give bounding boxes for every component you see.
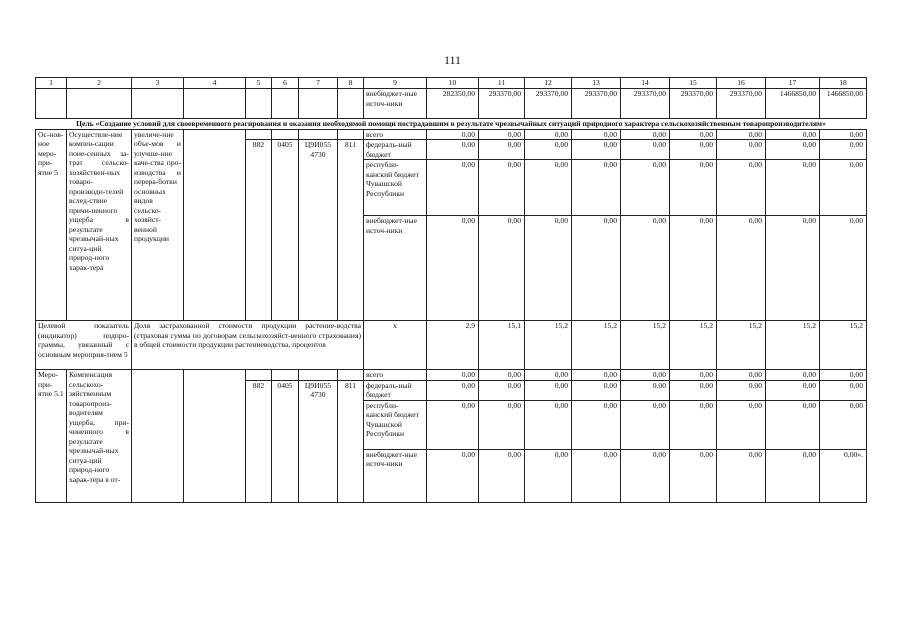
value-cell: 15,1 [479, 321, 525, 370]
value-cell: 0,00 [766, 160, 820, 216]
value-cell: 0,00 [427, 400, 479, 449]
indicator-text: Доля застрахованной стоимости продукции растение-водства (страховая сумма по договорам сельскохозяйст-венного страхования) в общей стоимости продукции растениеводства, процентов [132, 321, 364, 370]
value-cell: 0,00 [621, 140, 670, 160]
value-cell: 15,2 [717, 321, 766, 370]
value-cell: 0,00 [820, 380, 867, 400]
value-cell: 0,00 [717, 129, 766, 140]
vr-code: 811 [338, 140, 364, 321]
column-number: 10 [427, 78, 479, 89]
source-cell: всего [364, 129, 427, 140]
source-cell: федераль-ный бюджет [364, 380, 427, 400]
value-cell: 1466850,00 [766, 89, 820, 119]
value-cell: 282350,00 [427, 89, 479, 119]
value-cell: 0,00 [717, 140, 766, 160]
header-row [36, 78, 867, 89]
source-cell: внебюджет-ные источ-ники [364, 89, 427, 119]
event-name: Осуществле-ние компен-сации поне-сенных за-трат сельско-хозяйствен-ных товаро-производи-телей вслед-ствие причи-ненного ущерба в результате чрезвычай-ных ситуа-ций природ-ного харак-тера [67, 129, 132, 321]
value-cell: 0,00 [820, 140, 867, 160]
source-cell: федераль-ный бюджет [364, 140, 427, 160]
value-cell: 0,00 [766, 140, 820, 160]
value-cell: 15,2 [525, 321, 572, 370]
csr-code: Ц9И055 4730 [299, 140, 338, 321]
csr-code: Ц9И055 4730 [299, 380, 338, 502]
value-cell: 0,00 [525, 129, 572, 140]
source-cell: республи-канский бюджет Чувашской Республики [364, 400, 427, 449]
source-cell: внебюджет-ные источ-ники [364, 216, 427, 321]
column-number: 4 [184, 78, 246, 89]
value-cell: 0,00 [479, 129, 525, 140]
goal-row [36, 119, 867, 130]
source-cell: внебюджет-ные источ-ники [364, 449, 427, 502]
column-number: 2 [67, 78, 132, 89]
budget-table [35, 77, 867, 503]
value-cell: 0,00 [766, 449, 820, 502]
indicator-row [36, 321, 867, 370]
indicator-unit: x [364, 321, 427, 370]
value-cell: 293370,00 [479, 89, 525, 119]
page-number: 111 [443, 53, 462, 67]
rzpr-code: 0405 [272, 380, 299, 502]
column-number: 7 [299, 78, 338, 89]
value-cell: 0,00 [621, 400, 670, 449]
value-cell: 0,00 [621, 370, 670, 381]
value-cell: 0,00 [820, 370, 867, 381]
value-cell: 293370,00 [525, 89, 572, 119]
value-cell: 0,00 [427, 129, 479, 140]
value-cell: 0,00 [572, 140, 621, 160]
value-cell: 293370,00 [717, 89, 766, 119]
value-cell: 15,2 [621, 321, 670, 370]
value-cell: 0,00 [766, 216, 820, 321]
value-cell: 0,00 [717, 380, 766, 400]
grbs-code: 882 [246, 380, 272, 502]
source-cell: республи-канский бюджет Чувашской Республики [364, 160, 427, 216]
value-cell: 0,00 [572, 400, 621, 449]
value-cell: 0,00 [820, 129, 867, 140]
value-cell: 15,2 [670, 321, 717, 370]
value-cell: 0,00 [427, 449, 479, 502]
table-row [36, 129, 867, 140]
value-cell: 0,00 [820, 216, 867, 321]
value-cell: 0,00 [479, 370, 525, 381]
value-cell: 0,00 [820, 400, 867, 449]
value-cell: 0,00 [525, 449, 572, 502]
value-cell: 0,00 [525, 140, 572, 160]
value-cell: 0,00 [479, 449, 525, 502]
value-cell: 15,2 [766, 321, 820, 370]
value-cell: 293370,00 [572, 89, 621, 119]
value-cell: 15,2 [820, 321, 867, 370]
vr-code: 811 [338, 380, 364, 502]
value-cell: 0,00 [479, 140, 525, 160]
rzpr-code: 0405 [272, 140, 299, 321]
value-cell: 0,00 [572, 216, 621, 321]
value-cell: 0,00 [717, 216, 766, 321]
column-number: 5 [246, 78, 272, 89]
value-cell: 0,00 [670, 129, 717, 140]
table-row [36, 89, 867, 119]
event-name: Компенсация сельскохо-зяйственным товаропроиз-водителям ущерба, при-чиненного в результате чрезвычай-ных ситуа-ций природ-ного харак-тера в от- [67, 370, 132, 503]
value-cell: 0,00 [717, 160, 766, 216]
value-cell: 0,00 [717, 400, 766, 449]
column-number: 11 [479, 78, 525, 89]
value-cell: 293370,00 [621, 89, 670, 119]
value-cell: 0,00 [670, 370, 717, 381]
value-cell: 0,00 [427, 140, 479, 160]
column-number: 9 [364, 78, 427, 89]
value-cell: 0,00 [479, 380, 525, 400]
value-cell: 0,00 [621, 449, 670, 502]
value-cell: 0,00 [670, 160, 717, 216]
value-cell: 0,00 [572, 129, 621, 140]
goal-text: Цель «Создание условий для своевременного реагирования и оказания необходимой помощи пострадавшим в результате чрезвычайных ситуаций природного характера сельскохозяйственным товаропроизводителям» [76, 119, 826, 128]
value-cell: 0,00 [525, 380, 572, 400]
indicator-label: Целевой показатель (индикатор) подпро-граммы, увязанный с основным мероприя-тием 5 [36, 321, 132, 370]
column-number: 18 [820, 78, 867, 89]
value-cell: 0,00 [621, 216, 670, 321]
column-number: 3 [132, 78, 184, 89]
source-cell: всего [364, 370, 427, 381]
value-cell: 0,00 [427, 370, 479, 381]
value-cell: 0,00 [572, 370, 621, 381]
value-cell: 0,00 [572, 160, 621, 216]
column-number: 16 [717, 78, 766, 89]
value-cell: 0,00 [766, 380, 820, 400]
column-number: 13 [572, 78, 621, 89]
value-cell: 0,00 [572, 380, 621, 400]
value-cell: 0,00 [717, 449, 766, 502]
value-cell: 15,2 [572, 321, 621, 370]
event-status: Меро-при-ятие 5.1 [36, 370, 67, 503]
value-cell: 0,00 [621, 380, 670, 400]
column-number: 17 [766, 78, 820, 89]
column-number: 14 [621, 78, 670, 89]
value-cell: 0,00 [427, 216, 479, 321]
column-number: 6 [272, 78, 299, 89]
value-cell: 0,00 [670, 216, 717, 321]
value-cell: 0,00 [479, 400, 525, 449]
value-cell: 0,00 [572, 449, 621, 502]
value-cell: 0,00 [427, 380, 479, 400]
grbs-code: 882 [246, 140, 272, 321]
value-cell: 0,00 [766, 129, 820, 140]
value-cell: 0,00 [479, 216, 525, 321]
value-cell: 0,00 [525, 160, 572, 216]
value-cell: 0,00 [766, 370, 820, 381]
event-status: Ос-нов-ное меро-при-ятие 5 [36, 129, 67, 321]
value-cell: 1466850,00 [820, 89, 867, 119]
value-cell: 0,00». [820, 449, 867, 502]
value-cell: 2,9 [427, 321, 479, 370]
value-cell: 0,00 [820, 160, 867, 216]
value-cell: 0,00 [670, 140, 717, 160]
value-cell: 0,00 [766, 400, 820, 449]
value-cell: 0,00 [670, 449, 717, 502]
column-number: 8 [338, 78, 364, 89]
value-cell: 0,00 [670, 400, 717, 449]
value-cell: 293370,00 [670, 89, 717, 119]
value-cell: 0,00 [479, 160, 525, 216]
event-target: увеличе-ние объе-мов и улучше-ние каче-ства про-изводства и перера-ботки основных видов сельско-хозяйст-венной продукции [132, 129, 184, 321]
value-cell: 0,00 [525, 216, 572, 321]
value-cell: 0,00 [427, 160, 479, 216]
value-cell: 0,00 [670, 380, 717, 400]
value-cell: 0,00 [621, 160, 670, 216]
column-number: 12 [525, 78, 572, 89]
table-row [36, 370, 867, 381]
value-cell: 0,00 [525, 400, 572, 449]
value-cell: 0,00 [621, 129, 670, 140]
value-cell: 0,00 [525, 370, 572, 381]
column-number: 1 [36, 78, 67, 89]
column-number: 15 [670, 78, 717, 89]
value-cell: 0,00 [717, 370, 766, 381]
